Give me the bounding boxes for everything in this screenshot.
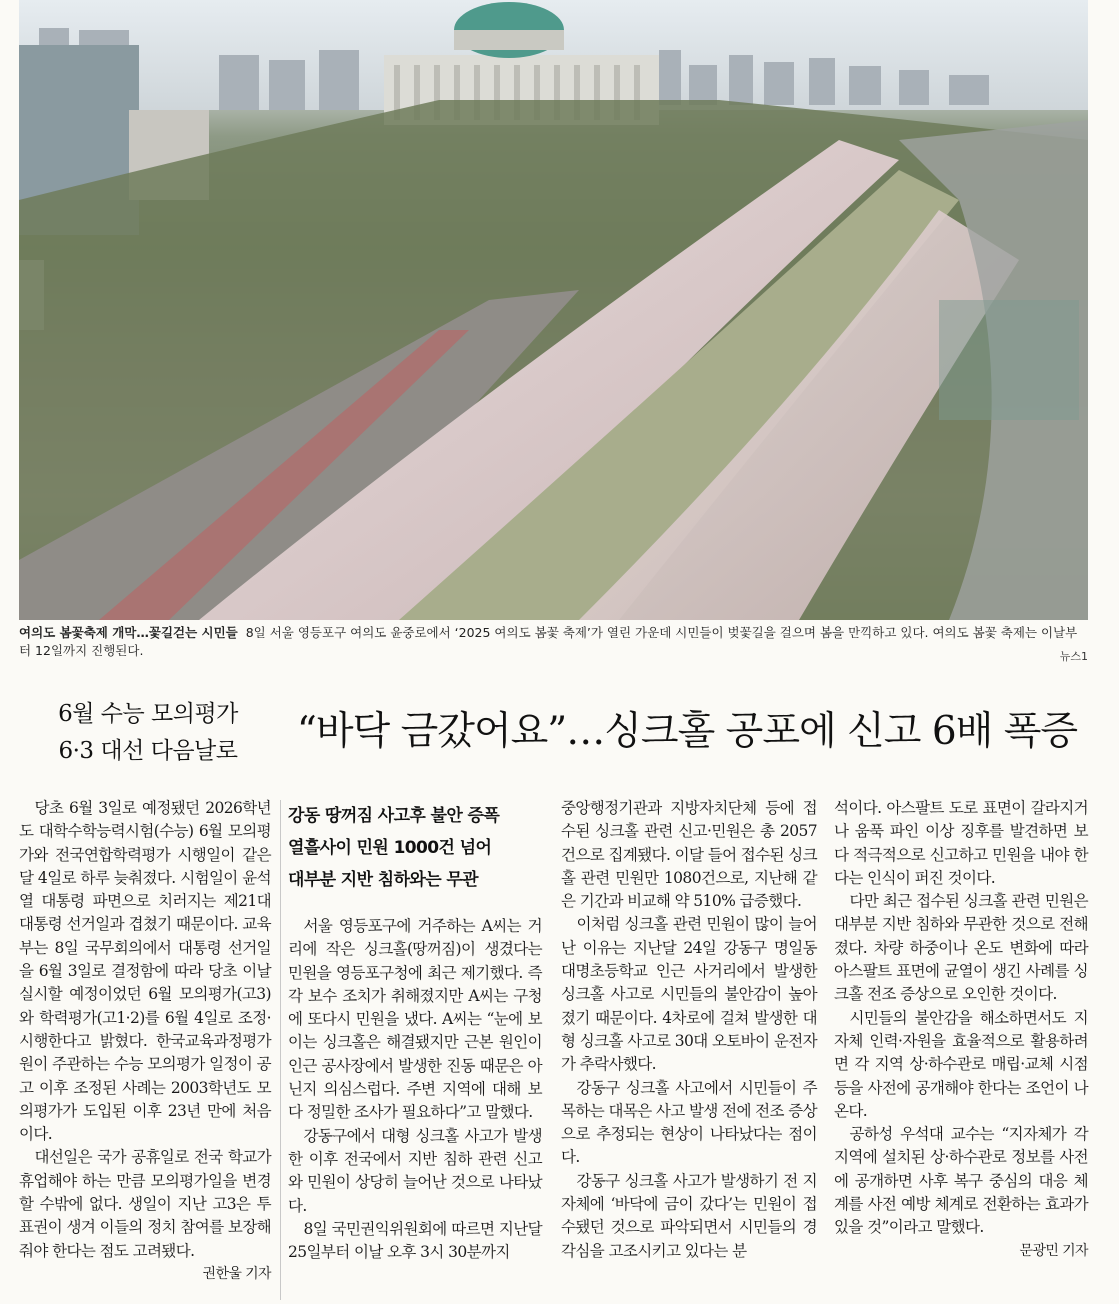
- main-paragraph: 강동구 싱크홀 사고에서 시민들이 주목하는 대목은 사고 발생 전에 전조 증상으로 추정되는 현상이 나타났다는 점이다.: [561, 1078, 817, 1167]
- main-article-col3: [561, 797, 817, 1263]
- photo-credit: 뉴스1: [1059, 650, 1088, 663]
- side-byline: 권한울 기자: [202, 1265, 271, 1282]
- side-headline: [19, 696, 277, 770]
- main-paragraph: 다만 최근 접수된 싱크홀 관련 민원은 대부분 지반 침하와 무관한 것으로 전해졌다. 차량 하중이나 온도 변화에 따라 아스팔트 표면에 균열이 생긴 사례를 싱크홀 전조 증상으로 오인한 것이다.: [834, 892, 1088, 1004]
- main-paragraph: 서울 영등포구에 거주하는 A씨는 거리에 작은 싱크홀(땅꺼짐)이 생겼다는 민원을 영등포구청에 최근 제기했다. 즉각 보수 조치가 취해졌지만 A씨는 구청에 또다시 민원을 냈다. A씨는 “눈에 보이는 싱크홀은 해결됐지만 근본 원인이 인근 공사장에서 발생한 진동 때문은 아닌지 의심스럽다. 주변 지역에 대해 보다 정밀한 조사가 필요하다”고 말했다.: [288, 917, 542, 1122]
- main-paragraph: 시민들의 불안감을 해소하면서도 지자체 인력·자원을 효율적으로 활용하려면 각 지역 상·하수관로 매립·교체 시점 등을 사전에 공개해야 한다는 조언이 나온다.: [834, 1008, 1088, 1120]
- caption-title: 여의도 봄꽃축제 개막…꽃길걷는 시민들: [19, 625, 238, 640]
- main-paragraph: 중앙행정기관과 지방자치단체 등에 접수된 싱크홀 관련 신고·민원은 총 2057건으로 집계됐다. 이달 들어 접수된 싱크홀 관련 민원만 1080건으로, 지난해 같은 기간과 비교해 약 510% 급증했다.: [561, 799, 817, 911]
- column-divider: [280, 800, 281, 1300]
- festival-photo: [19, 0, 1088, 620]
- main-article-col4: [834, 797, 1088, 1263]
- main-paragraph: 석이다. 아스팔트 도로 표면이 갈라지거나 움푹 파인 이상 징후를 발견하면 보다 적극적으로 신고하고 민원을 내야 한다는 인식이 퍼진 것이다.: [834, 799, 1088, 887]
- main-paragraph: 이처럼 싱크홀 관련 민원이 많이 늘어난 이유는 지난달 24일 강동구 명일동 대명초등학교 인근 사거리에서 발생한 싱크홀 사고로 시민들의 불안감이 높아졌기 때문이다. 4차로에 걸쳐 발생한 대형 싱크홀 사고로 30대 오토바이 운전자가 추락사했다.: [561, 915, 817, 1074]
- side-headline-line1: 6월 수능 모의평가: [58, 701, 238, 727]
- caption-text: 8일 서울 영등포구 여의도 윤중로에서 ‘2025 여의도 봄꽃 축제’가 열린 가운데 시민들이 벚꽃길을 걸으며 봄을 만끽하고 있다. 여의도 봄꽃 축제는 이날부터 12일까지 진행된다.: [19, 625, 1078, 658]
- side-headline-line2: 6·3 대선 다음날로: [58, 738, 238, 764]
- main-article-col2: [288, 915, 542, 1264]
- photo-illustration: [19, 0, 1088, 620]
- main-headline: “바닥 금갔어요”…싱크홀 공포에 신고 6배 폭증: [296, 709, 1078, 754]
- main-paragraph: 8일 국민권익위원회에 따르면 지난달 25일부터 이날 오후 3시 30분까지: [288, 1219, 542, 1262]
- main-paragraph: 강동구에서 대형 싱크홀 사고가 발생한 이후 전국에서 지반 침하 관련 신고와 민원이 상당히 늘어난 것으로 나타났다.: [288, 1126, 542, 1215]
- main-paragraph: 강동구 싱크홀 사고가 발생하기 전 지자체에 ‘바닥에 금이 갔다’는 민원이 접수됐던 것으로 파악되면서 시민들의 경각심을 고조시키고 있다는 분: [561, 1171, 817, 1260]
- main-subheads: [288, 800, 542, 896]
- side-article-body: [19, 797, 271, 1286]
- subhead-line: 대부분 지반 침하와는 무관: [288, 870, 478, 890]
- subhead-line: 강동 땅꺼짐 사고후 불안 증폭: [288, 806, 500, 826]
- side-paragraph: 대선일은 국가 공휴일로 전국 학교가 휴업해야 하는 만큼 모의평가일을 변경할 수밖에 없다. 생일이 지난 고3은 투표권이 생겨 이들의 정치 참여를 보장해줘야 한다는 점도 고려됐다.: [19, 1148, 271, 1260]
- subhead-line: 열흘사이 민원 1000건 넘어: [288, 838, 492, 858]
- photo-caption: [19, 624, 1088, 660]
- side-paragraph: 당초 6월 3일로 예정됐던 2026학년도 대학수학능력시험(수능) 6월 모의평가와 전국연합학력평가 시행일이 같은 달 4일로 하루 늦춰졌다. 시험일이 윤석열 대통령 파면으로 치러지는 제21대 대통령 선거일과 겹쳤기 때문이다. 교육부는 8일 국무회의에서 대통령 선거일을 6월 3일로 결정함에 따라 당초 이날 실시할 예정이었던 6월 모의평가(고3)와 학력평가(고1·2)를 6월 4일로 조정·시행한다고 밝혔다. 한국교육과정평가원이 주관하는 수능 모의평가 일정이 공고 이후 조정된 사례는 2003학년도 모의평가가 도입된 이후 23년 만에 처음이다.: [19, 799, 271, 1144]
- main-paragraph: 공하성 우석대 교수는 “지자체가 각 지역에 설치된 상·하수관로 정보를 사전에 공개하면 사후 복구 중심의 대응 체계를 사전 예방 체계로 전환하는 효과가 있을 것”이라고 말했다.: [834, 1125, 1088, 1237]
- main-byline: 문광민 기자: [1019, 1242, 1088, 1259]
